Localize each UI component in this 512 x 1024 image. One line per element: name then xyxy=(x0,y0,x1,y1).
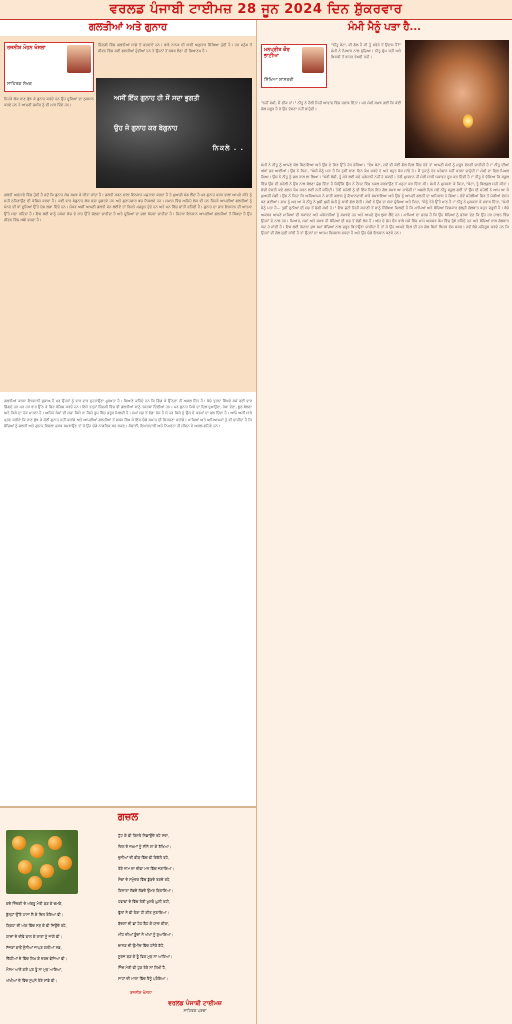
photo-quote-line: ਨਿਕਲੇ . . xyxy=(212,144,244,152)
left-column xyxy=(0,20,256,1024)
candle-flame-icon xyxy=(463,114,473,128)
gazal-verse: ਕਿਨਾਰਾ ਲੱਭਦੇ ਲੱਭਦੇ ਉਮਰ ਬਿਤਾਇਆ। xyxy=(118,888,174,893)
gazal-title: ਗਜ਼ਲ xyxy=(117,812,139,823)
author-designation: ਸਿੱਖਿਆ ਸ਼ਾਸਤਰੀ xyxy=(264,78,294,83)
signature-line: ਵਰਲਡ ਪੰਜਾਬੀ ਟਾਈਮਜ਼ xyxy=(168,1000,222,1007)
fruit-icon xyxy=(18,860,32,874)
photo-quote-line: ਉਹ ਜੋ ਗੁਨਾਹ ਕਰ ਬੇਗੁਨਾਹ xyxy=(114,124,178,132)
gazal-section xyxy=(0,806,256,1024)
article-paragraph: ਮੰਮੀ ਨੇ ਨੀਤੂ ਨੂੰ ਆਪਣੇ ਕੋਲ ਬਿਠਾਇਆ ਅਤੇ ਉਸ ਦੇ ਸਿਰ ਉੱਤੇ ਹੱਥ ਫੇਰਿਆ। "ਦੇਖ ਬੇਟਾ, ਜਦੋਂ ਵੀ ਕੋਈ ਗੱਲ ਦਿਲ ਵਿੱਚ ਹੋਵੇ ਤਾਂ ਆਪਣੀ ਮੰਮੀ ਨੂੰ ਜ਼ਰੂਰ ਦੱਸਣੀ ਚਾਹੀਦੀ ਹੈ।" ਨੀਤੂ ਦੀਆਂ ਅੱਖਾਂ ਭਰ ਆਈਆਂ। ਉਸ ਨੇ ਕਿਹਾ, "ਮੰਮੀ ਮੈਨੂੰ ਪਤਾ ਹੈ ਕਿ ਤੁਸੀਂ ਸਾਰਾ ਦਿਨ ਕੰਮ ਕਰਦੇ ਹੋ ਅਤੇ ਬਹੁਤ ਥੱਕ ਜਾਂਦੇ ਹੋ। ਮੈਂ ਤੁਹਾਨੂੰ ਹੋਰ ਪਰੇਸ਼ਾਨ ਨਹੀਂ ਕਰਨਾ ਚਾਹੁੰਦੀ।" ਮੰਮੀ ਦਾ ਦਿਲ ਪਿਘਲ ਗਿਆ। ਉਸ ਨੇ ਨੀਤੂ ਨੂੰ ਗਲ ਨਾਲ ਲਾ ਲਿਆ। "ਮੇਰੀ ਬੱਚੀ, ਤੂੰ ਮੇਰੇ ਲਈ ਕਦੇ ਪਰੇਸ਼ਾਨੀ ਨਹੀਂ ਹੋ ਸਕਦੀ। ਤੇਰੀ ਮੁਸਕਾਨ ਹੀ ਮੇਰੀ ਸਾਰੀ ਥਕਾਵਟ ਦੂਰ ਕਰ ਦਿੰਦੀ ਹੈ।" ਨੀਤੂ ਨੇ ਦੱਸਿਆ ਕਿ ਸਕੂਲ ਵਿੱਚ ਉਸ ਦੀ ਸਹੇਲੀ ਨੇ ਉਸ ਨਾਲ ਬੋਲਣਾ ਛੱਡ ਦਿੱਤਾ ਹੈ ਕਿਉਂਕਿ ਉਸ ਨੇ ਟੈਸਟ ਵਿੱਚ ਨਕਲ ਕਰਵਾਉਣ ਤੋਂ ਮਨ੍ਹਾ ਕਰ ਦਿੱਤਾ ਸੀ। ਮੰਮੀ ਨੇ ਮੁਸਕਰਾ ਕੇ ਕਿਹਾ, "ਬੇਟਾ, ਤੂੰ ਬਿਲਕੁਲ ਸਹੀ ਕੀਤਾ। ਸੱਚੀ ਦੋਸਤੀ ਕਦੇ ਗਲਤ ਕੰਮ ਕਰਨ ਲਈ ਨਹੀਂ ਕਹਿੰਦੀ। ਤੇਰੀ ਸਹੇਲੀ ਨੂੰ ਵੀ ਇੱਕ ਦਿਨ ਇਹ ਗੱਲ ਸਮਝ ਆ ਜਾਵੇਗੀ।" ਅਗਲੇ ਦਿਨ ਜਦੋਂ ਨੀਤੂ ਸਕੂਲ ਗਈ ਤਾਂ ਉਸ ਦੀ ਸਹੇਲੀ ਨੇ ਆਪ ਆ ਕੇ ਮੁਆਫ਼ੀ ਮੰਗੀ। ਉਸ ਨੇ ਕਿਹਾ ਕਿ ਅਧਿਆਪਕ ਨੇ ਸਾਰੀ ਕਲਾਸ ਨੂੰ ਇਮਾਨਦਾਰੀ ਬਾਰੇ ਸਮਝਾਇਆ ਅਤੇ ਉਸ ਨੂੰ ਆਪਣੀ ਗਲਤੀ ਦਾ ਅਹਿਸਾਸ ਹੋ ਗਿਆ। ਦੋਵੇਂ ਸਹੇਲੀਆਂ ਫਿਰ ਤੋਂ ਪੱਕੀਆਂ ਦੋਸਤ ਬਣ ਗਈਆਂ। ਸ਼ਾਮ ਨੂੰ ਘਰ ਆ ਕੇ ਨੀਤੂ ਨੇ ਖ਼ੁਸ਼ੀ ਖ਼ੁਸ਼ੀ ਮੰਮੀ ਨੂੰ ਸਾਰੀ ਗੱਲ ਦੱਸੀ। ਮੰਮੀ ਨੇ ਉਸ ਦਾ ਮੱਥਾ ਚੁੰਮਿਆ ਅਤੇ ਕਿਹਾ, "ਮੈਨੂੰ ਤੇਰੇ ਉੱਤੇ ਮਾਣ ਹੈ।" ਨੀਤੂ ਨੇ ਮੁਸਕਰਾ ਕੇ ਜਵਾਬ ਦਿੱਤਾ, "ਮੰਮੀ ਮੈਨੂੰ ਪਤਾ ਹੈ... ਤੁਸੀਂ ਦੁਨੀਆਂ ਦੀ ਸਭ ਤੋਂ ਚੰਗੀ ਮੰਮੀ ਹੋ।" ਇਸ ਛੋਟੀ ਜਿਹੀ ਕਹਾਣੀ ਤੋਂ ਸਾਨੂੰ ਸਿੱਖਿਆ ਮਿਲਦੀ ਹੈ ਕਿ ਮਾਪਿਆਂ ਅਤੇ ਬੱਚਿਆਂ ਵਿਚਕਾਰ ਖੁੱਲ੍ਹੀ ਗੱਲਬਾਤ ਬਹੁਤ ਜ਼ਰੂਰੀ ਹੈ। ਬੱਚੇ ਅਕਸਰ ਆਪਣੇ ਮਾਪਿਆਂ ਦੀ ਥਕਾਵਟ ਅਤੇ ਪਰੇਸ਼ਾਨੀਆਂ ਨੂੰ ਸਮਝਦੇ ਹਨ ਅਤੇ ਆਪਣੇ ਦੁੱਖ ਲੁਕਾ ਲੈਂਦੇ ਹਨ। ਮਾਪਿਆਂ ਦਾ ਫ਼ਰਜ਼ ਹੈ ਕਿ ਉਹ ਬੱਚਿਆਂ ਨੂੰ ਭਰੋਸਾ ਦੇਣ ਕਿ ਉਹ ਹਰ ਹਾਲਤ ਵਿੱਚ ਉਹਨਾਂ ਦੇ ਨਾਲ ਹਨ। ਪਿਆਰ, ਸਮਾਂ ਅਤੇ ਸਮਝ ਹੀ ਬੱਚਿਆਂ ਦੀ ਸਭ ਤੋਂ ਵੱਡੀ ਲੋੜ ਹੈ। ਅੱਜ ਦੇ ਭੱਜ ਦੌੜ ਵਾਲੇ ਸਮੇਂ ਵਿੱਚ ਮਾਪੇ ਅਕਸਰ ਕੰਮ ਵਿੱਚ ਰੁੱਝੇ ਰਹਿੰਦੇ ਹਨ ਅਤੇ ਬੱਚਿਆਂ ਨਾਲ ਗੱਲਬਾਤ ਘੱਟ ਹੋ ਜਾਂਦੀ ਹੈ। ਇਸ ਲਈ ਰੋਜ਼ਾਨਾ ਕੁਝ ਸਮਾਂ ਬੱਚਿਆਂ ਨਾਲ ਜ਼ਰੂਰ ਬਿਤਾਉਣਾ ਚਾਹੀਦਾ ਹੈ ਤਾਂ ਜੋ ਉਹ ਆਪਣੇ ਦਿਲ ਦੀ ਹਰ ਗੱਲ ਬਿਨਾਂ ਝਿਜਕ ਦੱਸ ਸਕਣ। ਜਦੋਂ ਬੱਚੇ ਮਹਿਸੂਸ ਕਰਦੇ ਹਨ ਕਿ ਉਹਨਾਂ ਦੀ ਗੱਲ ਸੁਣੀ ਜਾਂਦੀ ਹੈ ਤਾਂ ਉਹਨਾਂ ਦਾ ਆਤਮ ਵਿਸ਼ਵਾਸ ਵਧਦਾ ਹੈ ਅਤੇ ਉਹ ਚੰਗੇ ਇਨਸਾਨ ਬਣਦੇ ਹਨ। xyxy=(261,163,509,236)
gazal-verse: ਬੁੱਲ੍ਹਾਂ ਉੱਤੇ ਹਾਸਾ ਲੈ ਕੇ ਦਿਲ ਰੋਇਆ ਵੀ। xyxy=(6,912,64,917)
article-intro: "ਨੀਤੂ ਬੇਟਾ, ਕੀ ਗੱਲ ਹੈ ਕੀ ਤੂੰ ਸਵੇਰੇ ਤੋਂ ਉਦਾਸ ਹੈਂ?" ਮੰਮੀ ਨੇ ਪਿਆਰ ਨਾਲ ਪੁੱਛਿਆ। ਨੀਤੂ ਚੁੱਪ ਰਹੀ ਅਤੇ ਖਿੜਕੀ ਤੋਂ ਬਾਹਰ ਵੇਖਦੀ ਰਹੀ। xyxy=(331,43,401,60)
gazal-verse: ਚਿੱਠੀਆਂ ਦੇ ਵਿੱਚ ਲਿਖ ਕੇ ਦਰਦ ਭੇਜਿਆ ਵੀ। xyxy=(6,956,68,961)
fruit-icon xyxy=(58,856,72,870)
fruit-icon xyxy=(28,876,42,890)
gazal-verse: ਟੁੱਟ ਕੇ ਵੀ ਰਿਸ਼ਤੇ ਨਿਭਾਉਂਦੇ ਰਹੇ ਸਦਾ, xyxy=(118,833,170,838)
fruit-icon xyxy=(30,844,44,858)
masthead xyxy=(0,0,512,20)
article-paragraph: ਜ਼ਿੰਦਗੀ ਵਿੱਚ ਗਲਤੀਆਂ ਸਾਡੇ ਤੋਂ ਕਰਵਾਏ ਹਨ। ਬਾਬੇ ਨਾਨਕ ਦੀ ਬਾਣੀ ਅਨੁਸਾਰ ਸਿੱਖਿਆ ਹੁੰਦੀ ਹੈ। ਹਰ ਮਨੁੱਖ ਤੋਂ ਜੀਵਨ ਵਿੱਚ ਕਈ ਗਲਤੀਆਂ ਹੁੰਦੀਆਂ ਹਨ ਤੇ ਉਹਨਾਂ ਤੋਂ ਸਬਕ ਲੈਣਾ ਹੀ ਸਿਆਣਪ ਹੈ। xyxy=(98,43,252,54)
article-title: ਗਲਤੀਆਂ ਅਤੇ ਗੁਨਾਹ xyxy=(0,20,256,36)
right-column xyxy=(257,20,512,1024)
author-name: ਰਜਨੀਸ਼ ਮੋਹਨ ਖੋਸਲਾ xyxy=(7,45,46,51)
gazal-verse: ਚਾਨਣ ਦੀ ਉਮੀਦ ਵਿੱਚ ਹਨੇਰੇ ਕੱਟੇ, xyxy=(118,943,165,948)
gazal-verse: ਸੋਚਾਂ ਦੇ ਸਮੁੰਦਰ ਵਿੱਚ ਡੁੱਬਦੇ ਤਰਦੇ ਰਹੇ, xyxy=(118,877,171,882)
masthead-title: ਵਰਲਡ ਪੰਜਾਬੀ ਟਾਈਮਜ਼ 28 ਜੂਨ 2024 ਦਿਨ ਸ਼ੁੱਕਰਵਾਰ xyxy=(109,2,403,17)
gazal-verse: ਮੀਂਹ ਦੀਆਂ ਬੂੰਦਾਂ ਨੇ ਅੱਖਾਂ ਨੂੰ ਰੁਆਇਆ। xyxy=(118,932,174,937)
gazal-verse: ਬਿਰਹਾ ਦੀ ਅੱਗ ਵਿੱਚ ਸੜ ਕੇ ਵੀ ਜਿਉਂਦੇ ਰਹੇ, xyxy=(6,923,67,928)
gazal-verse: ਤੇਰੇ ਨਾਮ ਦਾ ਦੀਵਾ ਮਨ ਵਿੱਚ ਜਗਾਇਆ। xyxy=(118,866,174,871)
photo-quote-line: ਅਸੀਂ ਇੱਕ ਗੁਨਾਹ ਹੀ ਸੋਂ ਸਦਾ ਭੁਗਤੀ xyxy=(114,94,200,102)
gazal-verse: ਮੌਸਮ ਆਏ ਗਏ ਪਰ ਤੂੰ ਨਾ ਮੁੜ ਆਇਆ, xyxy=(6,967,63,972)
gazal-verse: ਸਾਹਾਂ ਦੀ ਮਾਲਾ ਵਿੱਚ ਤੈਨੂੰ ਪਰੋਇਆ। xyxy=(118,976,168,981)
gazal-verses-left xyxy=(6,898,114,1022)
publication-signature xyxy=(150,1000,240,1022)
gazal-verse: ਅੱਖੀਆਂ ਦੇ ਵਿੱਚ ਸੁਪਨੇ ਤੇਰੇ ਸਾਂਭੇ ਵੀ। xyxy=(6,978,58,983)
gazal-verse: ਸੱਜਣਾਂ ਬਾਝੋਂ ਸੁੰਨੀਆਂ ਜਾਪਣ ਗਲੀਆਂ ਸਭ, xyxy=(6,945,62,950)
article-title: ਮੰਮੀ ਮੈਨੂੰ ਪਤਾ ਹੈ... xyxy=(348,22,421,33)
gazal-verse: ਫੁੱਲਾਂ ਨੇ ਵੀ ਤੇਰਾ ਹੀ ਗੀਤ ਸੁਣਾਇਆ। xyxy=(118,910,169,915)
fruit-icon xyxy=(12,836,26,850)
fruit-photo xyxy=(6,830,78,894)
gazal-verse: ਹਵਾਵਾਂ ਦੇ ਵਿੱਚ ਤੇਰੀ ਖ਼ੁਸ਼ਬੋ ਘੁਲੀ ਰਹੀ, xyxy=(118,899,170,904)
author-byline xyxy=(261,44,327,88)
gazal-verse: ਦੁਨੀਆਂ ਦੀ ਭੀੜ ਵਿੱਚ ਵੀ ਇਕੱਲੇ ਰਹੇ, xyxy=(118,855,170,860)
gazal-verse: ਕਦੇ ਜ਼ਿੰਦਗੀ ਦੇ ਅੱਥਰੂ ਮੋਤੀ ਬਣ ਕੇ ਚਮਕੇ, xyxy=(6,901,63,906)
gazal-verse: ਸੂਰਜ ਬਣ ਕੇ ਤੂੰ ਫਿਰ ਮੁੜ ਨਾ ਆਇਆ। xyxy=(118,954,173,959)
author-avatar xyxy=(67,45,91,73)
fruit-icon xyxy=(40,864,54,878)
article-paragraph: ਜਿਹੜੇ ਲੋਕ ਜਾਣ ਬੁੱਝ ਕੇ ਗੁਨਾਹ ਕਰਦੇ ਹਨ ਉਹ ਦੂਜਿਆਂ ਦਾ ਨੁਕਸਾਨ ਕਰਦੇ ਹਨ ਤੇ ਆਪਣੀ ਜ਼ਮੀਰ ਨੂੰ ਵੀ ਮਾਰ ਦਿੰਦੇ ਹਨ। xyxy=(4,97,94,108)
gazal-author: ਰਜਨੀਸ਼ ਖੋਸਲਾ xyxy=(130,990,152,995)
author-name: ਮਨਪ੍ਰੀਤ ਕੌਰ ਭਾਟੀਆ xyxy=(264,47,290,59)
gazal-verse: ਯਾਦਾਂ ਦੇ ਦੀਵੇ ਬਾਲ ਕੇ ਰਾਤਾਂ ਨੂੰ ਜਾਗੇ ਵੀ। xyxy=(6,934,62,939)
fruit-icon xyxy=(48,836,62,850)
gazal-verses-mid xyxy=(118,830,250,990)
article-mistakes-and-sins xyxy=(0,20,256,392)
article-paragraph: ਗਲਤੀਆਂ ਕਰਨਾ ਇਨਸਾਨੀ ਸੁਭਾਅ ਹੈ ਪਰ ਉਹਨਾਂ ਨੂੰ ਵਾਰ ਵਾਰ ਦੁਹਰਾਉਣਾ ਮੂਰਖਤਾ ਹੈ। ਸਿਆਣੇ ਕਹਿੰਦੇ ਹਨ ਕਿ ਡਿੱਗ ਕੇ ਉੱਠਣਾ ਹੀ ਅਸਲ ਜਿੱਤ ਹੈ। ਬੱਚੇ ਤੁਰਨਾ ਸਿੱਖਦੇ ਸਮੇਂ ਕਈ ਵਾਰ ਡਿੱਗਦੇ ਹਨ ਪਰ ਹਰ ਵਾਰ ਉੱਠ ਕੇ ਫਿਰ ਕੋਸ਼ਿਸ਼ ਕਰਦੇ ਹਨ। ਇਸੇ ਤਰ੍ਹਾਂ ਜ਼ਿੰਦਗੀ ਵਿੱਚ ਵੀ ਗਲਤੀਆਂ ਸਾਨੂੰ ਤਜਰਬਾ ਦਿੰਦੀਆਂ ਹਨ। ਪਰ ਗੁਨਾਹ ਕਿਸੇ ਦਾ ਦਿਲ ਦੁਖਾਉਣਾ, ਧੋਖਾ ਦੇਣਾ, ਝੂਠ ਬੋਲਣਾ ਅਤੇ ਕਿਸੇ ਦਾ ਹੱਕ ਮਾਰਨਾ ਹੈ। ਅਜਿਹੇ ਕੰਮਾਂ ਦੀ ਸਜ਼ਾ ਕਿਸੇ ਨਾ ਕਿਸੇ ਰੂਪ ਵਿੱਚ ਜ਼ਰੂਰ ਮਿਲਦੀ ਹੈ। ਸਮਾਂ ਸਭ ਤੋਂ ਵੱਡਾ ਜੱਜ ਹੈ ਜੋ ਹਰ ਕਿਸੇ ਨੂੰ ਉਸ ਦੇ ਕਰਮਾਂ ਦਾ ਫਲ ਦਿੰਦਾ ਹੈ। ਆਓ ਅਸੀਂ ਸਾਰੇ ਪ੍ਰਣ ਕਰੀਏ ਕਿ ਜਾਣ ਬੁੱਝ ਕੇ ਕੋਈ ਗੁਨਾਹ ਨਹੀਂ ਕਰਾਂਗੇ ਅਤੇ ਆਪਣੀਆਂ ਗਲਤੀਆਂ ਤੋਂ ਸਬਕ ਸਿੱਖ ਕੇ ਇੱਕ ਚੰਗੇ ਸਮਾਜ ਦੀ ਸਿਰਜਣਾ ਕਰਾਂਗੇ। ਮਾਪਿਆਂ ਅਤੇ ਅਧਿਆਪਕਾਂ ਨੂੰ ਵੀ ਚਾਹੀਦਾ ਹੈ ਕਿ ਬੱਚਿਆਂ ਨੂੰ ਗਲਤੀ ਅਤੇ ਗੁਨਾਹ ਵਿਚਲਾ ਫ਼ਰਕ ਸਮਝਾਉਣ ਤਾਂ ਜੋ ਉਹ ਚੰਗੇ ਨਾਗਰਿਕ ਬਣ ਸਕਣ। ਸੱਚਾਈ, ਇਮਾਨਦਾਰੀ ਅਤੇ ਨਿਮਰਤਾ ਹੀ ਜੀਵਨ ਦੇ ਅਸਲ ਗਹਿਣੇ ਹਨ। xyxy=(4,399,252,428)
signature-subline: ਸਾਹਿਤਕ ਪਰਚਾ xyxy=(183,1008,207,1013)
article-continuation xyxy=(0,394,256,806)
gazal-verse: ਜਿੰਦ ਮੇਰੀ ਵੀ ਹੁਣ ਤੇਰੇ ਨਾਂ ਲਿਖੀ ਹੈ, xyxy=(118,965,167,970)
child-candle-photo xyxy=(405,40,509,158)
gazal-verse: ਦਿਲ ਦੇ ਜ਼ਖ਼ਮਾਂ ਨੂੰ ਸੀਨੇ ਲਾ ਕੇ ਰੱਖਿਆ। xyxy=(118,844,172,849)
author-avatar xyxy=(302,47,324,73)
article-photo xyxy=(96,78,252,188)
gazal-verse: ਬੱਦਲਾਂ ਦੀ ਛਾਂ ਹੇਠ ਬੈਠ ਕੇ ਯਾਦ ਕੀਤਾ, xyxy=(118,921,170,926)
author-byline xyxy=(4,42,94,92)
author-designation: ਸਾਹਿਤਕ ਲੇਖਕ xyxy=(7,82,32,87)
article-paragraph: "ਨਹੀਂ ਮੰਮੀ, ਮੈਂ ਠੀਕ ਹਾਂ।" ਨੀਤੂ ਨੇ ਹੌਲੀ ਜਿਹੀ ਆਵਾਜ਼ ਵਿੱਚ ਜਵਾਬ ਦਿੱਤਾ। ਪਰ ਮੰਮੀ ਸਮਝ ਗਈ ਕਿ ਕੋਈ ਗੱਲ ਜ਼ਰੂਰ ਹੈ ਜੋ ਉਹ ਦੱਸਣਾ ਨਹੀਂ ਚਾਹੁੰਦੀ। xyxy=(261,101,401,112)
article-paragraph: ਗਲਤੀ ਅਣਜਾਣੇ ਵਿੱਚ ਹੁੰਦੀ ਹੈ ਜਦੋਂ ਕਿ ਗੁਨਾਹ ਸੋਚ ਸਮਝ ਕੇ ਕੀਤਾ ਜਾਂਦਾ ਹੈ। ਗਲਤੀ ਕਰਨ ਵਾਲਾ ਇਨਸਾਨ ਪਛਤਾਵਾ ਕਰਦਾ ਹੈ ਤੇ ਮੁਆਫ਼ੀ ਮੰਗ ਲੈਂਦਾ ਹੈ ਪਰ ਗੁਨਾਹ ਕਰਨ ਵਾਲਾ ਆਪਣੇ ਕੀਤੇ ਨੂੰ ਸਹੀ ਠਹਿਰਾਉਣ ਦੀ ਕੋਸ਼ਿਸ਼ ਕਰਦਾ ਹੈ। ਕਈ ਵਾਰ ਬੇਗੁਨਾਹ ਲੋਕ ਸਜ਼ਾ ਭੁਗਤਦੇ ਹਨ ਅਤੇ ਗੁਨਾਹਗਾਰ ਬਚ ਨਿਕਲਦੇ ਹਨ। ਸਮਾਜ ਵਿੱਚ ਅਜਿਹੇ ਲੋਕ ਵੀ ਹਨ ਜਿਹੜੇ ਆਪਣੀਆਂ ਗਲਤੀਆਂ ਨੂੰ ਮੰਨਣ ਦੀ ਥਾਂ ਦੂਜਿਆਂ ਉੱਤੇ ਦੋਸ਼ ਲਗਾ ਦਿੰਦੇ ਹਨ। ਜੇਕਰ ਅਸੀਂ ਆਪਣੀ ਗਲਤੀ ਮੰਨ ਲਈਏ ਤਾਂ ਰਿਸ਼ਤੇ ਮਜ਼ਬੂਤ ਹੁੰਦੇ ਹਨ ਅਤੇ ਮਨ ਵਿੱਚ ਸ਼ਾਂਤੀ ਰਹਿੰਦੀ ਹੈ। ਗੁਨਾਹ ਦਾ ਭਾਰ ਇਨਸਾਨ ਦੀ ਆਤਮਾ ਉੱਤੇ ਸਦਾ ਰਹਿੰਦਾ ਹੈ। ਇਸ ਲਈ ਸਾਨੂੰ ਹਮੇਸ਼ਾ ਸੱਚ ਦੇ ਰਾਹ ਉੱਤੇ ਚੱਲਣਾ ਚਾਹੀਦਾ ਹੈ ਅਤੇ ਦੂਜਿਆਂ ਦਾ ਭਲਾ ਸੋਚਣਾ ਚਾਹੀਦਾ ਹੈ। ਜਿਹੜਾ ਇਨਸਾਨ ਆਪਣੀਆਂ ਗਲਤੀਆਂ ਤੋਂ ਸਿੱਖਦਾ ਹੈ ਉਹ ਜੀਵਨ ਵਿੱਚ ਅੱਗੇ ਵਧਦਾ ਹੈ। xyxy=(4,193,252,222)
